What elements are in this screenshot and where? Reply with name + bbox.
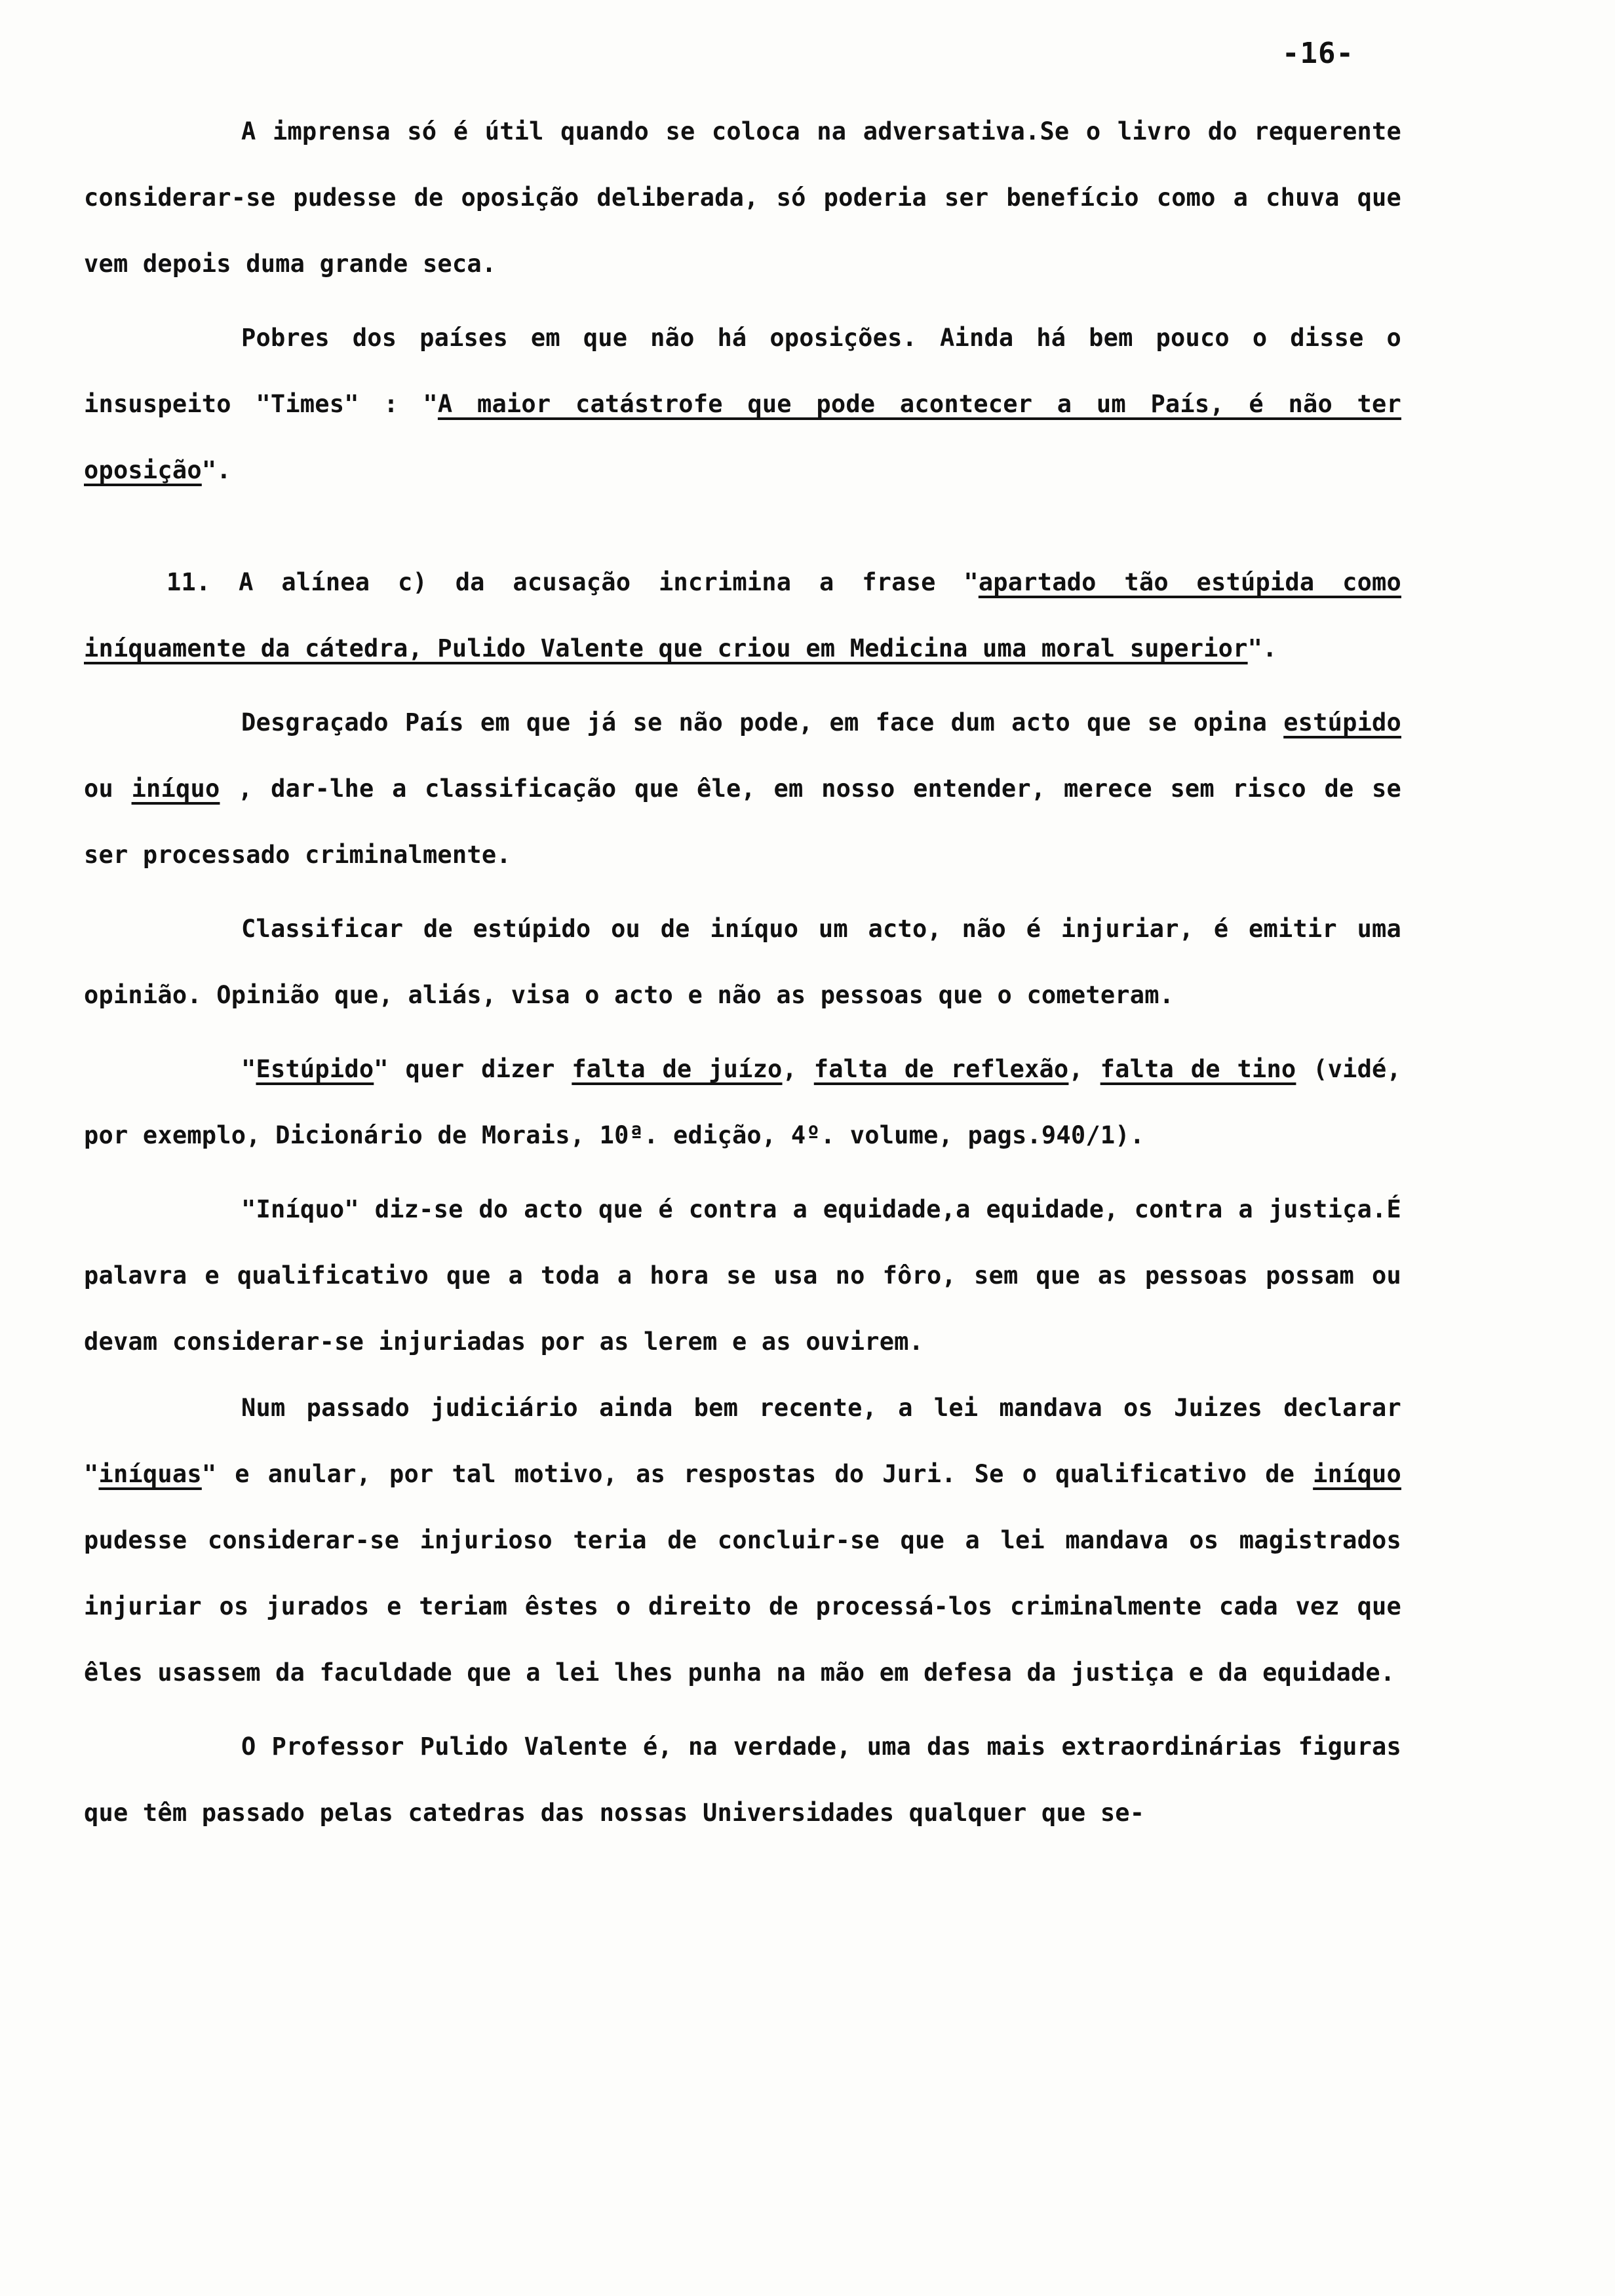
- text-run: ": [241, 1055, 256, 1083]
- underlined-text: falta de reflexão: [813, 1055, 1069, 1083]
- underlined-text: falta de juízo: [572, 1055, 783, 1083]
- paragraph: [84, 1713, 1401, 1846]
- text-run: pudesse considerar-se injurioso teria de concluir-se que a lei mandava os magistrados injuriar os jurados e teriam êstes o direito de processá-los criminalmente cada vez que êles usassem da faculdade que a lei lhes punha na mão em defesa da justiça e da equidade.: [84, 1526, 1401, 1687]
- text-run: Classificar de estúpido ou de iníquo um acto, não é injuriar, é emitir uma opinião. Opinião que, aliás, visa o acto e não as pessoas que o cometeram.: [84, 915, 1401, 1009]
- underlined-text: iníquo: [1313, 1460, 1401, 1488]
- text-run: ,: [1068, 1055, 1100, 1083]
- text-run: (vidé, por exemplo, Dicionário de Morais, 10ª. edição, 4º. volume, pags.940/1).: [84, 1055, 1402, 1149]
- text-run: Desgraçado País em que já se não pode, em face dum acto que se opina: [241, 708, 1284, 737]
- text-run: Pobres dos países em que não há oposições. Ainda há bem pouco o disse o insuspeito "Times" : ": [84, 324, 1401, 418]
- page-number: -16-: [1282, 37, 1354, 70]
- text-run: ou: [84, 775, 132, 803]
- text-run: "Iníquo" diz-se do acto que é contra a equidade,a equidade, contra a justiça.É palavra e qualificativo que a toda a hora se usa no fôro, sem que as pessoas possam ou devam considerar-se injuriadas por as lerem e as ouvirem.: [84, 1195, 1401, 1356]
- paragraph: [84, 1375, 1401, 1706]
- underlined-text: Estúpido: [256, 1055, 374, 1083]
- text-run: " e anular, por tal motivo, as respostas do Juri. Se o qualificativo de: [201, 1460, 1313, 1488]
- text-run: , dar-lhe a classificação que êle, em nosso entender, merece sem risco de se ser processado criminalmente.: [84, 775, 1401, 869]
- paragraph: [84, 1176, 1401, 1375]
- underlined-text: falta de tino: [1100, 1055, 1296, 1083]
- text-run: 11. A alínea c) da acusação incrimina a frase ": [166, 568, 979, 596]
- paragraph: [84, 689, 1401, 888]
- text-run: " quer dizer: [374, 1055, 572, 1083]
- text-run: ".: [1247, 634, 1277, 662]
- underlined-text: estúpido: [1283, 708, 1401, 737]
- text-run: ,: [782, 1055, 814, 1083]
- text-run: ".: [201, 456, 231, 484]
- underlined-text: iníquo: [131, 775, 220, 803]
- paragraph-item-11: [84, 549, 1401, 681]
- paragraph: [84, 305, 1401, 503]
- text-run: A imprensa só é útil quando se coloca na adversativa.Se o livro do requerente considerar-se pudesse de oposição deliberada, só poderia ser benefício como a chuva que vem depois duma grande seca.: [84, 117, 1401, 278]
- paragraph: [84, 1036, 1401, 1168]
- document-body: [84, 98, 1401, 1846]
- underlined-text: iníquas: [98, 1460, 202, 1488]
- paragraph: [84, 896, 1401, 1028]
- text-run: Num passado judiciário ainda bem recente, a lei mandava os Juizes declarar ": [84, 1394, 1401, 1488]
- text-run: O Professor Pulido Valente é, na verdade, uma das mais extraordinárias figuras que têm passado pelas catedras das nossas Universidades qualquer que se-: [84, 1732, 1401, 1827]
- paragraph: [84, 98, 1401, 297]
- underlined-text: A maior catástrofe que pode acontecer a um País, é não ter oposição: [84, 390, 1401, 484]
- underlined-text: apartado tão estúpida como iníquamente da cátedra, Pulido Valente que criou em Medicina uma moral superior: [84, 568, 1401, 662]
